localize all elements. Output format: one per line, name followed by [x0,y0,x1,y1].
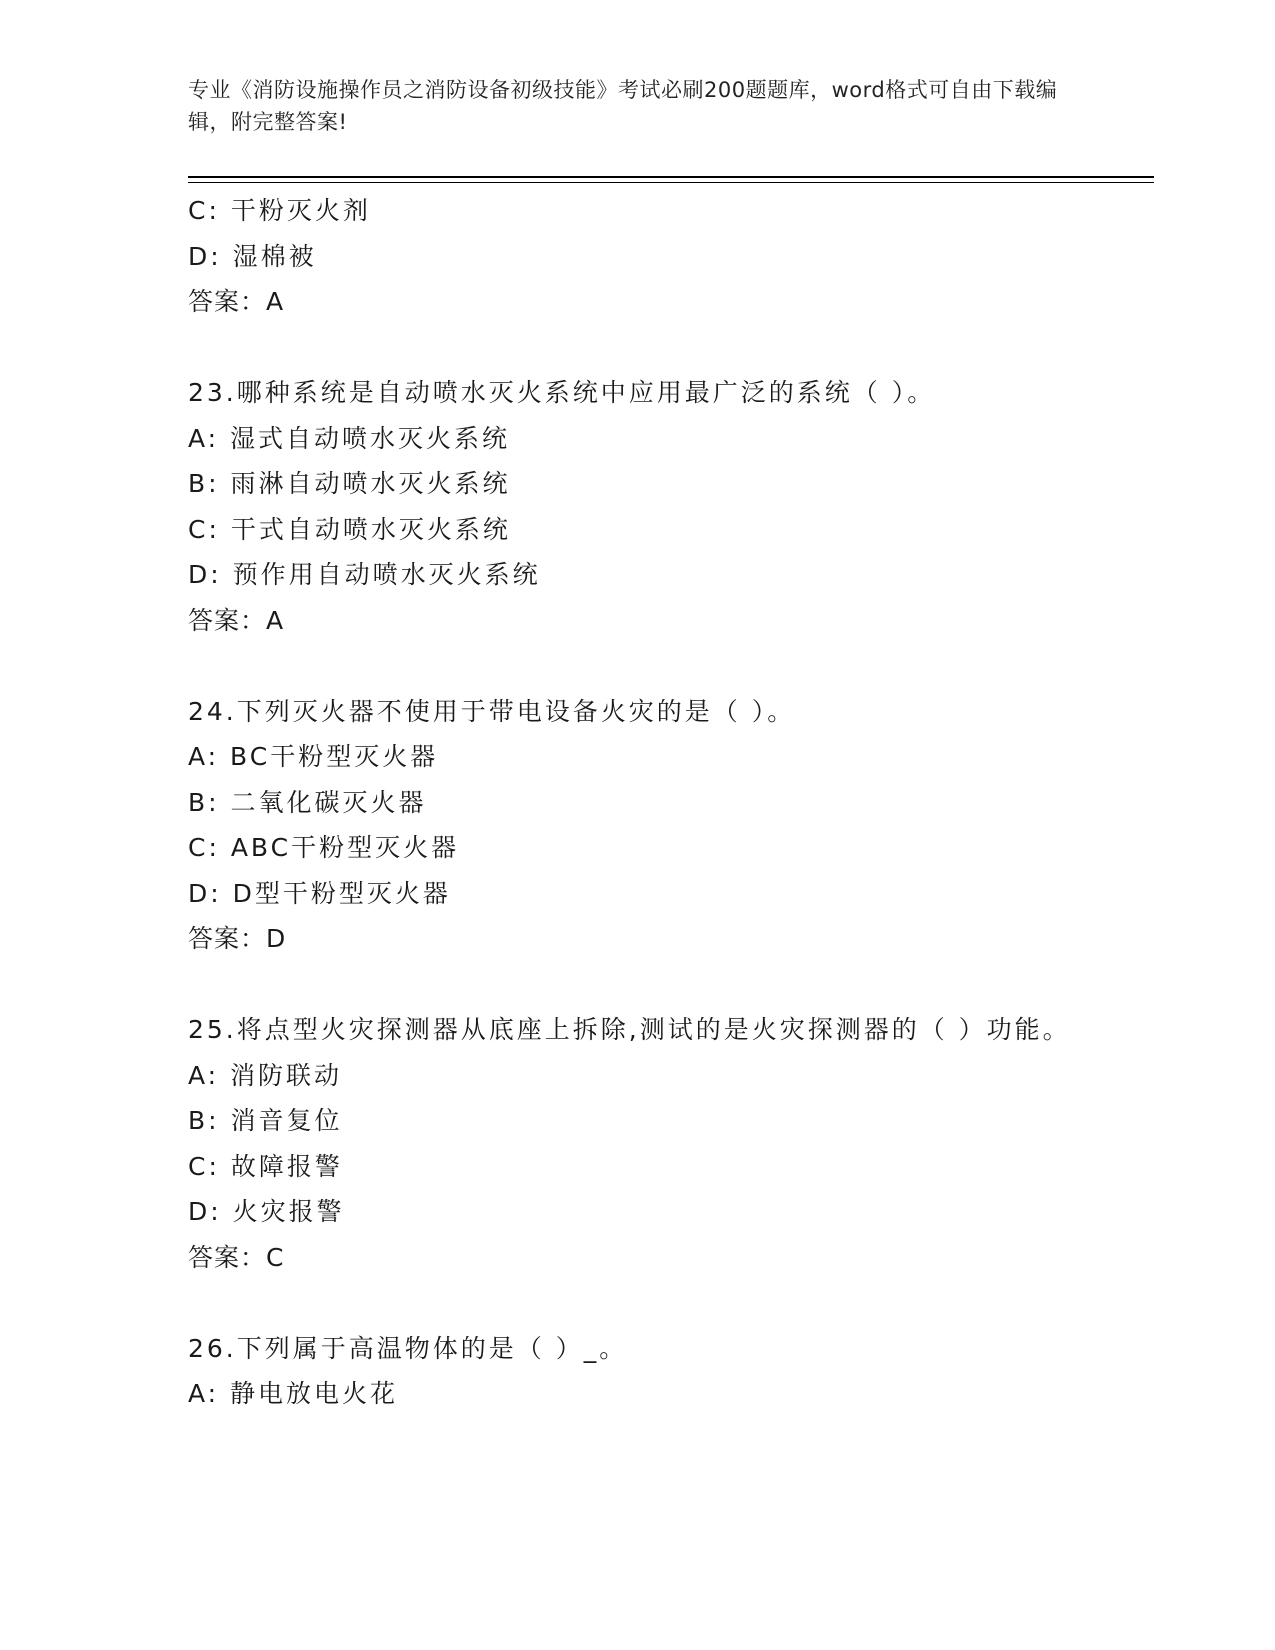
option-d: D: D型干粉型灭火器 [188,878,451,908]
spacer [188,962,1088,1008]
answer: 答案：A [188,287,285,316]
spacer [188,1280,1088,1326]
question-26 [188,1326,1088,1417]
header-divider-thin [188,182,1154,183]
question-text: 23.哪种系统是自动喷水灭火系统中应用最广泛的系统（ ）。 [188,378,936,407]
answer: 答案：D [188,924,287,953]
option-b: B: 二氧化碳灭火器 [188,787,427,817]
question-text: 24.下列灭火器不使用于带电设备火灾的是（ ）。 [188,696,796,726]
header-divider [188,176,1154,178]
question-text: 25.将点型火灾探测器从底座上拆除,测试的是火灾探测器的（ ）功能。 [188,1015,1071,1044]
question-24 [188,689,1088,962]
spacer [188,325,1088,371]
answer: 答案：A [188,605,285,635]
option-a: A: 湿式自动喷水灭火系统 [188,423,511,453]
question-23 [188,370,1088,643]
option-a: A: BC干粉型灭火器 [188,742,439,771]
option-c: C: 干式自动喷水灭火系统 [188,514,511,544]
option-a: A: 静电放电火花 [188,1379,399,1408]
answer: 答案：C [188,1242,285,1272]
option-c: C: 干粉灭火剂 [188,196,371,225]
option-c: C: 故障报警 [188,1151,343,1181]
document-header [188,74,1068,138]
option-a: A: 消防联动 [188,1060,343,1090]
option-d: D: 湿棉被 [188,241,317,271]
option-d: D: 火灾报警 [188,1197,345,1226]
question-list [188,188,1088,1417]
continued-question [188,188,1088,325]
option-d: D: 预作用自动喷水灭火系统 [188,560,541,589]
option-c: C: ABC干粉型灭火器 [188,833,460,862]
question-text: 26.下列属于高温物体的是（ ）_。 [188,1333,628,1363]
option-b: B: 雨淋自动喷水灭火系统 [188,469,511,498]
option-b: B: 消音复位 [188,1106,343,1135]
header-title: 专业《消防设施操作员之消防设备初级技能》考试必刷200题题库，word格式可自由下载编辑，附完整答案! [188,78,1058,134]
question-25 [188,1007,1088,1280]
spacer [188,643,1088,689]
